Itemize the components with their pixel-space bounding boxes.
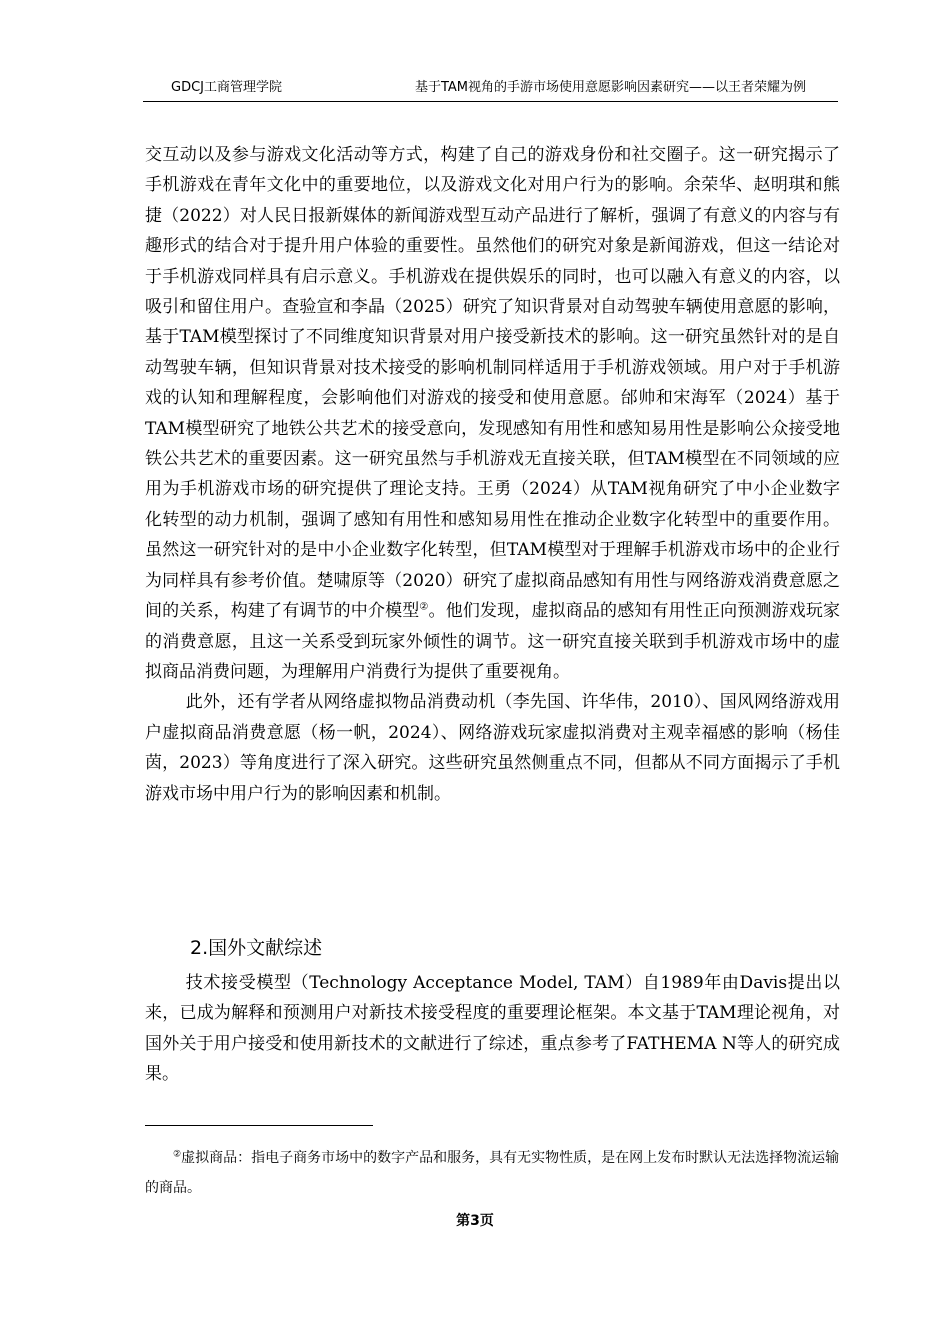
body-text — [145, 140, 840, 809]
page-header — [143, 79, 838, 102]
section-paragraph: 技术接受模型（Technology Acceptance Model, TAM）自1989年由Davis提出以来，已成为解释和预测用户对新技术接受程度的重要理论框架。本文基于TAM理论视角，对国外关于用户接受和使用新技术的文献进行了综述，重点参考了FATHEMA N等人的研究成果。 — [145, 973, 840, 1085]
section-body — [145, 968, 840, 1090]
paragraph-1-text-a: 交互动以及参与游戏文化活动等方式，构建了自己的游戏身份和社交圈子。这一研究揭示了手机游戏在青年文化中的重要地位，以及游戏文化对用户行为的影响。余荣华、赵明琪和熊捷（2022）对人民日报新媒体的新闻游戏型互动产品进行了解析，强调了有意义的内容与有趣形式的结合对于提升用户体验的重要性。虽然他们的研究对象是新闻游戏，但这一结论对于手机游戏同样具有启示意义。手机游戏在提供娱乐的同时，也可以融入有意义的内容，以吸引和留住用户。查验宣和李晶（2025）研究了知识背景对自动驾驶车辆使用意愿的影响，基于TAM模型探讨了不同维度知识背景对用户接受新技术的影响。这一研究虽然针对的是自动驾驶车辆，但知识背景对技术接受的影响机制同样适用于手机游戏领域。用户对于手机游戏的认知和理解程度，会影响他们对游戏的接受和使用意愿。邰帅和宋海军（2024）基于TAM模型研究了地铁公共艺术的接受意向，发现感知有用性和感知易用性是影响公众接受地铁公共艺术的重要因素。这一研究虽然与手机游戏无直接关联，但TAM模型在不同领域的应用为手机游戏市场的研究提供了理论支持。王勇（2024）从TAM视角研究了中小企业数字化转型的动力机制，强调了感知有用性和感知易用性在推动企业数字化转型中的重要作用。虽然这一研究针对的是中小企业数字化转型，但TAM模型对于理解手机游戏市场中的企业行为同样具有参考价值。楚啸原等（2020）研究了虚拟商品感知有用性与网络游戏消费意愿之间的关系，构建了有调节的中介模型 — [145, 145, 840, 622]
page-number: 第3页 — [456, 1213, 494, 1229]
paragraph-1-text-b: 。他们发现，虚拟商品的感知有用性正向预测游戏玩家的消费意愿，且这一关系受到玩家外倾性的调节。这一研究直接关联到手机游戏市场中的虚拟商品消费问题，为理解用户消费行为提供了重要视角。 — [145, 601, 841, 682]
section-heading: 2.国外文献综述 — [190, 937, 323, 959]
header-institution: GDCJ工商管理学院 — [171, 80, 282, 95]
footnote-reference: ② — [419, 601, 429, 613]
footnote — [145, 1143, 840, 1203]
paragraph-1 — [145, 140, 840, 687]
footnote-separator — [145, 1125, 373, 1126]
paragraph-2: 此外，还有学者从网络虚拟物品消费动机（李先国、许华伟，2010）、国风网络游戏用户虚拟商品消费意愿（杨一帆，2024）、网络游戏玩家虚拟消费对主观幸福感的影响（杨佳茵，2023）等角度进行了深入研究。这些研究虽然侧重点不同，但都从不同方面揭示了手机游戏市场中用户行为的影响因素和机制。 — [145, 692, 840, 804]
footnote-text: 虚拟商品：指电子商务市场中的数字产品和服务，具有无实物性质，是在网上发布时默认无法选择物流运输的商品。 — [145, 1150, 840, 1196]
footnote-marker: ② — [173, 1149, 182, 1160]
header-paper-title: 基于TAM视角的手游市场使用意愿影响因素研究——以王者荣耀为例 — [414, 80, 806, 95]
